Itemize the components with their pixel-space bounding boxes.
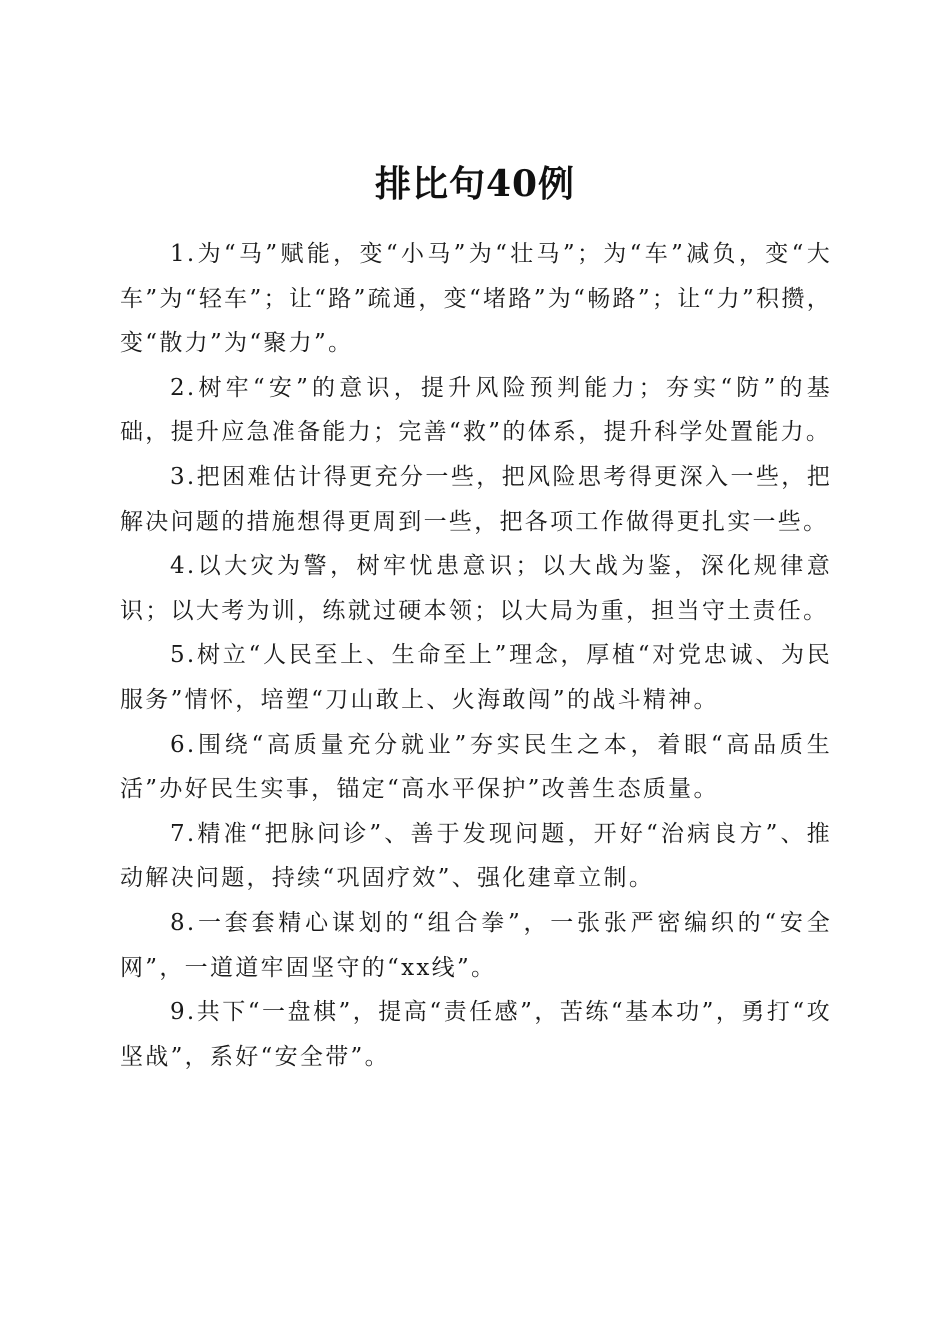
document-body [120, 232, 832, 1079]
paragraph-3: 3.把困难估计得更充分一些，把风险思考得更深入一些，把解决问题的措施想得更周到一些，把各项工作做得更扎实一些。 [120, 463, 832, 535]
paragraph-7: 7.精准“把脉问诊”、善于发现问题，开好“治病良方”、推动解决问题，持续“巩固疗效”、强化建章立制。 [120, 820, 832, 892]
paragraph-1: 1.为“马”赋能，变“小马”为“壮马”；为“车”减负，变“大车”为“轻车”；让“路”疏通，变“堵路”为“畅路”；让“力”积攒，变“散力”为“聚力”。 [120, 241, 832, 357]
paragraph-5: 5.树立“人民至上、生命至上”理念，厚植“对党忠诚、为民服务”情怀，培塑“刀山敢上、火海敢闯”的战斗精神。 [120, 642, 832, 713]
document-title: 排比句40例 [374, 163, 576, 206]
paragraph-2: 2.树牢“安”的意识，提升风险预判能力；夯实“防”的基础，提升应急准备能力；完善“救”的体系，提升科学处置能力。 [120, 374, 832, 446]
paragraph-4: 4.以大灾为警，树牢忧患意识；以大战为鉴，深化规律意识；以大考为训，练就过硬本领；以大局为重，担当守土责任。 [120, 553, 832, 624]
paragraph-9: 9.共下“一盘棋”，提高“责任感”，苦练“基本功”，勇打“攻坚战”，系好“安全带”。 [120, 999, 832, 1070]
paragraph-6: 6.围绕“高质量充分就业”夯实民生之本，着眼“高品质生活”办好民生实事，锚定“高水平保护”改善生态质量。 [120, 731, 832, 803]
paragraph-8: 8.一套套精心谋划的“组合拳”，一张张严密编织的“安全网”，一道道牢固坚守的“xx线”。 [120, 909, 832, 981]
